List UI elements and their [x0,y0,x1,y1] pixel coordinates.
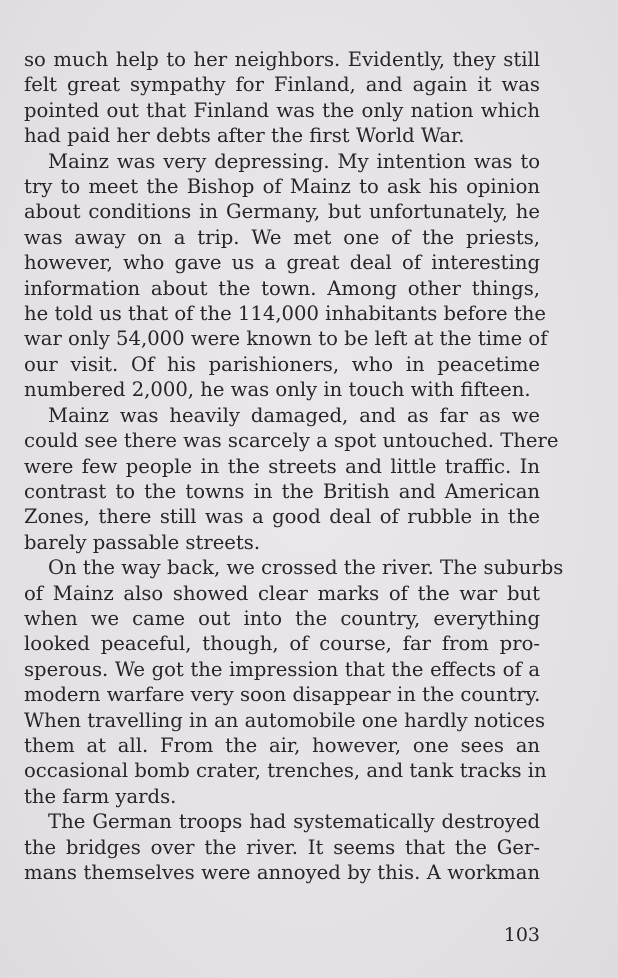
text-line: mans themselves were annoyed by this. A workman [24,861,540,884]
text-line: were few people in the streets and little traffic. In [24,454,540,478]
text-line: when we came out into the country, everything [24,606,540,630]
paragraph [24,809,540,885]
text-line: Mainz was very depressing. My intention was to [48,149,540,173]
text-line: try to meet the Bishop of Mainz to ask his opinion [24,175,540,199]
text-line: he told us that of the 114,000 inhabitants before the [24,302,546,326]
body-text [24,47,564,885]
text-line: our visit. Of his parishioners, who in peacetime [24,352,540,376]
paragraph [24,555,564,809]
paragraph [24,149,548,403]
text-line: the bridges over the river. It seems that the Ger- [24,835,540,859]
text-line: so much help to her neighbors. Evidently, they still [24,48,540,71]
text-line: Mainz was heavily damaged, and as far as we [48,403,540,427]
text-line: When travelling in an automobile one hardly notices [24,708,546,732]
text-line: information about the town. Among other things, [24,276,540,300]
text-line: war only 54,000 were known to be left at the time of [24,327,548,351]
text-line: modern warfare very soon disappear in the country. [24,683,541,707]
text-line: about conditions in Germany, but unfortunately, he [24,200,540,224]
text-line: occasional bomb crater, trenches, and tank tracks in [24,759,547,783]
text-line: looked peaceful, though, of course, far from pro- [24,632,540,656]
text-line: felt great sympathy for Finland, and again it was [24,73,540,97]
text-line: numbered 2,000, he was only in touch with fifteen. [24,378,531,402]
text-line: Zones, there still was a good deal of rubble in the [24,505,540,529]
page-number: 103 [503,924,540,946]
paragraph [24,403,559,555]
text-line: On the way back, we crossed the river. The suburbs [48,556,564,580]
text-line: pointed out that Finland was the only nation which [24,98,540,122]
text-line: contrast to the towns in the British and American [24,479,540,503]
text-line: however, who gave us a great deal of interesting [24,251,540,275]
paragraph [24,47,540,149]
text-line: could see there was scarcely a spot untouched. There [24,429,559,453]
text-line: the farm yards. [24,784,177,808]
text-line: The German troops had systematically destroyed [48,810,540,834]
text-line: them at all. From the air, however, one sees an [24,733,540,757]
text-line: of Mainz also showed clear marks of the war but [24,581,540,605]
text-line: barely passable streets. [24,530,261,554]
text-line: sperous. We got the impression that the effects of a [24,657,540,681]
text-line: was away on a trip. We met one of the priests, [24,225,540,249]
text-line: had paid her debts after the first World War. [24,124,465,148]
